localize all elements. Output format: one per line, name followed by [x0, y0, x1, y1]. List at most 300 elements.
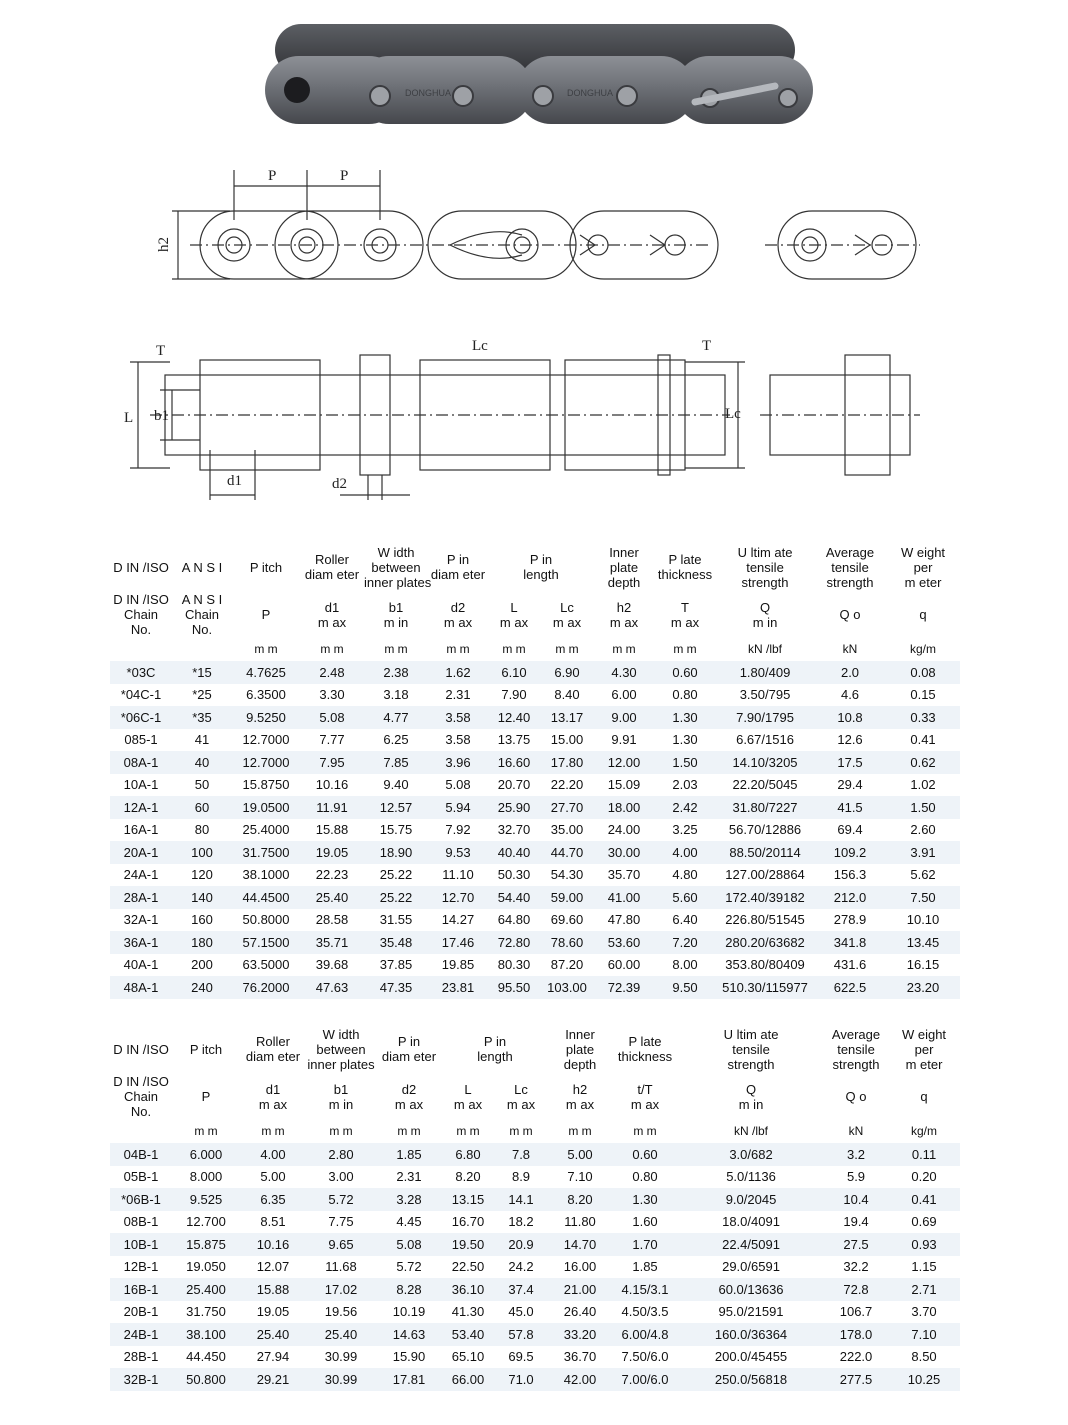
column-symbol — [442, 1074, 494, 1119]
table-cell: 14.70 — [548, 1233, 612, 1256]
table-cell: 2.80 — [306, 1143, 376, 1166]
table-cell: 23.20 — [886, 976, 960, 999]
table-cell: 20.9 — [494, 1233, 548, 1256]
table-cell: 1.80/409 — [716, 661, 814, 684]
table-cell: 12.7000 — [232, 751, 300, 774]
heading-line: strength — [727, 1056, 775, 1072]
table-cell: 5.08 — [428, 774, 488, 797]
table-cell: 17.81 — [376, 1368, 442, 1391]
column-heading — [654, 542, 716, 592]
symbol-line: q — [919, 607, 927, 622]
column-symbol — [886, 592, 960, 637]
table-cell: 10A-1 — [110, 774, 172, 797]
table-cell: 5.08 — [376, 1233, 442, 1256]
table-cell: 7.95 — [300, 751, 364, 774]
table-cell: 8.20 — [548, 1188, 612, 1211]
table-cell: 31.750 — [172, 1301, 240, 1324]
table-cell: 30.99 — [306, 1368, 376, 1391]
table-cell: 12B-1 — [110, 1256, 172, 1279]
table-cell: 3.30 — [300, 684, 364, 707]
table-cell: 15.00 — [540, 729, 594, 752]
table-row — [110, 751, 960, 774]
table-row — [110, 909, 960, 932]
column-unit: kN — [848, 1123, 864, 1138]
table-cell: 17.02 — [306, 1278, 376, 1301]
table-cell: 2.03 — [654, 774, 716, 797]
column-heading — [172, 1024, 240, 1074]
symbol-line: A N S I — [181, 592, 223, 607]
column-symbol — [172, 1074, 240, 1119]
table-cell: 0.41 — [888, 1188, 960, 1211]
column-heading — [678, 1024, 824, 1074]
heading-line: inner plates — [307, 1056, 375, 1072]
table-cell: 622.5 — [814, 976, 886, 999]
table-cell: 0.41 — [886, 729, 960, 752]
table-cell: 11.91 — [300, 796, 364, 819]
table-cell: 1.85 — [612, 1256, 678, 1279]
column-unit: m m — [612, 641, 636, 656]
table-cell: 30.99 — [306, 1346, 376, 1369]
column-symbol — [376, 1074, 442, 1119]
table-cell: 0.15 — [886, 684, 960, 707]
table-cell: 7.90 — [488, 684, 540, 707]
table-cell: 431.6 — [814, 954, 886, 977]
table-row — [110, 729, 960, 752]
column-unit — [172, 637, 232, 661]
table-cell: 4.00 — [654, 841, 716, 864]
heading-line: depth — [563, 1056, 597, 1072]
column-unit: m m — [456, 1123, 480, 1138]
heading-line: P itch — [189, 1041, 223, 1057]
table-cell: 5.08 — [300, 706, 364, 729]
table-cell: 69.5 — [494, 1346, 548, 1369]
table-cell: 17.80 — [540, 751, 594, 774]
column-symbol — [110, 1074, 172, 1119]
table-cell: 13.17 — [540, 706, 594, 729]
table-cell: 57.1500 — [232, 931, 300, 954]
table-cell: 35.00 — [540, 819, 594, 842]
column-unit: m m — [555, 641, 579, 656]
column-symbol — [594, 592, 654, 637]
heading-line: diam eter — [245, 1049, 301, 1064]
table-cell: 4.00 — [240, 1143, 306, 1166]
heading-line: Roller — [315, 552, 349, 567]
column-heading — [886, 542, 960, 592]
column-heading — [306, 1024, 376, 1074]
table-cell: 53.40 — [442, 1323, 494, 1346]
table-cell: *25 — [172, 684, 232, 707]
table-cell: 1.60 — [612, 1211, 678, 1234]
table-row — [110, 931, 960, 954]
table-cell: 50 — [172, 774, 232, 797]
column-unit: kN /lbf — [748, 641, 783, 656]
table-cell: 18.0/4091 — [678, 1211, 824, 1234]
roller-chain-photo — [255, 18, 815, 128]
table-cell: 19.0500 — [232, 796, 300, 819]
table-cell: 2.42 — [654, 796, 716, 819]
column-unit — [110, 637, 172, 661]
table-cell: 10.16 — [240, 1233, 306, 1256]
table-cell: 6.80 — [442, 1143, 494, 1166]
column-unit: m m — [397, 1123, 421, 1138]
table-cell: 0.33 — [886, 706, 960, 729]
table-cell: 23.81 — [428, 976, 488, 999]
table-cell: 41.00 — [594, 886, 654, 909]
table-cell: 25.40 — [240, 1323, 306, 1346]
table-cell: 8.28 — [376, 1278, 442, 1301]
table-cell: 37.85 — [364, 954, 428, 977]
column-symbol — [110, 592, 172, 637]
table-cell: 13.45 — [886, 931, 960, 954]
table-cell: 8.40 — [540, 684, 594, 707]
table-row — [110, 1301, 960, 1324]
table-row — [110, 1368, 960, 1391]
table-row — [110, 661, 960, 684]
table-cell: 4.77 — [364, 706, 428, 729]
table-cell: 1.50 — [654, 751, 716, 774]
table-cell: 15.75 — [364, 819, 428, 842]
symbol-line: t/T — [637, 1081, 653, 1097]
heading-line: W idth — [322, 1026, 360, 1042]
heading-line: Inner — [609, 544, 639, 560]
table-cell: 3.58 — [428, 706, 488, 729]
table-cell: 16B-1 — [110, 1278, 172, 1301]
column-heading — [110, 542, 172, 592]
table-cell: 8.50 — [888, 1346, 960, 1369]
table-cell: 280.20/63682 — [716, 931, 814, 954]
a-series-chain-table — [110, 542, 960, 999]
table-cell: 32.70 — [488, 819, 540, 842]
symbol-line: No. — [130, 622, 152, 637]
table-cell: 15.8750 — [232, 774, 300, 797]
table-cell: 60.0/13636 — [678, 1278, 824, 1301]
table-cell: 11.10 — [428, 864, 488, 887]
table-cell: 222.0 — [824, 1346, 888, 1369]
table-cell: 19.050 — [172, 1256, 240, 1279]
symbol-line: m ax — [670, 614, 700, 630]
table-cell: 9.00 — [594, 706, 654, 729]
table-cell: 19.50 — [442, 1233, 494, 1256]
table-cell: 200 — [172, 954, 232, 977]
table-cell: 20B-1 — [110, 1301, 172, 1324]
table-cell: 3.96 — [428, 751, 488, 774]
heading-line: between — [371, 559, 421, 575]
table-row — [110, 1233, 960, 1256]
table-cell: 40.40 — [488, 841, 540, 864]
table-cell: 57.8 — [494, 1323, 548, 1346]
symbol-line: m ax — [453, 1096, 483, 1112]
table-cell: 5.9 — [824, 1166, 888, 1189]
symbol-line: Q o — [839, 607, 861, 622]
table-cell: 08B-1 — [110, 1211, 172, 1234]
label-T-right: T — [702, 338, 712, 354]
table-cell: 226.80/51545 — [716, 909, 814, 932]
table-cell: *04C-1 — [110, 684, 172, 707]
table-cell: 353.80/80409 — [716, 954, 814, 977]
table-cell: 35.71 — [300, 931, 364, 954]
table-cell: 25.22 — [364, 864, 428, 887]
table-cell: 6.40 — [654, 909, 716, 932]
table-cell: 26.40 — [548, 1301, 612, 1324]
table-cell: 9.5250 — [232, 706, 300, 729]
table-cell: 6.00 — [594, 684, 654, 707]
table-cell: 8.9 — [494, 1166, 548, 1189]
table-cell: 69.60 — [540, 909, 594, 932]
table-cell: 35.48 — [364, 931, 428, 954]
table-cell: 100 — [172, 841, 232, 864]
table-row — [110, 1211, 960, 1234]
table-cell: 7.50 — [886, 886, 960, 909]
column-unit: m m — [261, 1123, 285, 1138]
table-cell: 69.4 — [814, 819, 886, 842]
heading-line: thickness — [617, 1049, 673, 1064]
table-cell: 3.91 — [886, 841, 960, 864]
table-cell: 085-1 — [110, 729, 172, 752]
table-cell: 15.875 — [172, 1233, 240, 1256]
photo-stamp-2: DONGHUA — [567, 88, 614, 98]
label-b1: b1 — [154, 408, 169, 424]
table-cell: 180 — [172, 931, 232, 954]
table-row — [110, 1188, 960, 1211]
column-heading — [824, 1024, 888, 1074]
table-cell: 50.30 — [488, 864, 540, 887]
heading-line: m eter — [905, 1056, 943, 1072]
table-cell: 3.2 — [824, 1143, 888, 1166]
column-heading — [376, 1024, 442, 1074]
b-series-chain-table — [110, 1024, 960, 1391]
table-cell: 38.1000 — [232, 864, 300, 887]
table-cell: 13.15 — [442, 1188, 494, 1211]
table-cell: 9.40 — [364, 774, 428, 797]
symbol-line: d2 — [401, 1081, 417, 1097]
table-cell: 80 — [172, 819, 232, 842]
symbol-line: Q o — [845, 1089, 867, 1104]
table-cell: 0.20 — [888, 1166, 960, 1189]
table-row — [110, 954, 960, 977]
table-row — [110, 976, 960, 999]
table-cell: 40 — [172, 751, 232, 774]
table-cell: 1.50 — [886, 796, 960, 819]
table-row — [110, 864, 960, 887]
symbol-line: T — [681, 599, 689, 615]
column-symbol — [888, 1074, 960, 1119]
column-symbol — [364, 592, 428, 637]
table-cell: 7.92 — [428, 819, 488, 842]
heading-line: diam eter — [381, 1049, 437, 1064]
table-cell: 21.00 — [548, 1278, 612, 1301]
table-cell: 29.0/6591 — [678, 1256, 824, 1279]
table-cell: 15.09 — [594, 774, 654, 797]
table-cell: 32.2 — [824, 1256, 888, 1279]
symbol-line: m in — [328, 1096, 354, 1112]
column-symbol — [678, 1074, 824, 1119]
table-cell: 10.19 — [376, 1301, 442, 1324]
table-cell: 24.00 — [594, 819, 654, 842]
table-row — [110, 706, 960, 729]
table-cell: 510.30/115977 — [716, 976, 814, 999]
table-cell: 178.0 — [824, 1323, 888, 1346]
table-cell: 5.72 — [306, 1188, 376, 1211]
table-cell: 95.50 — [488, 976, 540, 999]
symbol-line: q — [920, 1089, 928, 1104]
heading-line: between — [316, 1041, 366, 1057]
column-symbol — [612, 1074, 678, 1119]
table-cell: 12A-1 — [110, 796, 172, 819]
table-cell: 4.45 — [376, 1211, 442, 1234]
table-cell: 31.55 — [364, 909, 428, 932]
table-cell: 4.30 — [594, 661, 654, 684]
table-cell: 5.00 — [548, 1143, 612, 1166]
table-cell: 17.46 — [428, 931, 488, 954]
side-view — [156, 168, 920, 279]
table-cell: 19.4 — [824, 1211, 888, 1234]
table-cell: 6.3500 — [232, 684, 300, 707]
column-unit: m m — [194, 1123, 218, 1138]
table-cell: 5.60 — [654, 886, 716, 909]
table-cell: 22.4/5091 — [678, 1233, 824, 1256]
table-cell: 277.5 — [824, 1368, 888, 1391]
table-cell: 1.62 — [428, 661, 488, 684]
table-row — [110, 1323, 960, 1346]
table-cell: 47.63 — [300, 976, 364, 999]
column-symbol — [654, 592, 716, 637]
table-cell: 40A-1 — [110, 954, 172, 977]
table-row — [110, 774, 960, 797]
table-cell: 6.67/1516 — [716, 729, 814, 752]
table-cell: 60.00 — [594, 954, 654, 977]
column-symbol — [540, 592, 594, 637]
table-cell: 25.40 — [306, 1323, 376, 1346]
label-p1: P — [268, 168, 277, 184]
table-cell: 32B-1 — [110, 1368, 172, 1391]
table-cell: 5.94 — [428, 796, 488, 819]
table-cell: 103.00 — [540, 976, 594, 999]
table-cell: 5.62 — [886, 864, 960, 887]
heading-line: P in — [529, 552, 553, 567]
column-unit: kg/m — [911, 1123, 938, 1138]
chain-dimension-drawing — [110, 150, 940, 510]
table-cell: 3.18 — [364, 684, 428, 707]
table-cell: 05B-1 — [110, 1166, 172, 1189]
heading-line: Average — [825, 544, 875, 560]
table-cell: *35 — [172, 706, 232, 729]
column-heading — [814, 542, 886, 592]
table-cell: 35.70 — [594, 864, 654, 887]
table-cell: 3.00 — [306, 1166, 376, 1189]
table-cell: 36A-1 — [110, 931, 172, 954]
symbol-line: No. — [191, 622, 213, 637]
table-cell: 9.525 — [172, 1188, 240, 1211]
table-cell: 9.50 — [654, 976, 716, 999]
column-unit: m m — [502, 641, 526, 656]
table-cell: 18.2 — [494, 1211, 548, 1234]
symbol-line: Lc — [514, 1081, 528, 1097]
table-cell: 72.39 — [594, 976, 654, 999]
symbol-line: m ax — [565, 1096, 595, 1112]
symbol-line: h2 — [616, 599, 632, 615]
table-cell: 9.91 — [594, 729, 654, 752]
label-d2: d2 — [332, 476, 347, 492]
table-cell: 11.80 — [548, 1211, 612, 1234]
table-cell: 12.700 — [172, 1211, 240, 1234]
symbol-line: P — [261, 607, 271, 622]
table-cell: 0.80 — [612, 1166, 678, 1189]
table-cell: 20A-1 — [110, 841, 172, 864]
symbol-line: Chain — [124, 607, 158, 622]
table-cell: 2.0 — [814, 661, 886, 684]
table-cell: 6.25 — [364, 729, 428, 752]
symbol-line: No. — [130, 1104, 152, 1119]
column-unit: m m — [254, 641, 278, 656]
table-cell: 41.5 — [814, 796, 886, 819]
table-cell: 2.60 — [886, 819, 960, 842]
table-cell: 24B-1 — [110, 1323, 172, 1346]
table-cell: 25.22 — [364, 886, 428, 909]
table-cell: 4.6 — [814, 684, 886, 707]
table-cell: 278.9 — [814, 909, 886, 932]
symbol-line: L — [464, 1081, 472, 1097]
symbol-line: m ax — [552, 614, 582, 630]
symbol-line: m in — [752, 614, 778, 630]
table-cell: 1.30 — [654, 706, 716, 729]
heading-line: plate — [565, 1041, 595, 1057]
table-cell: 36.70 — [548, 1346, 612, 1369]
symbol-line: d2 — [450, 599, 466, 615]
table-cell: 38.100 — [172, 1323, 240, 1346]
table-cell: 22.23 — [300, 864, 364, 887]
column-heading — [548, 1024, 612, 1074]
column-heading — [888, 1024, 960, 1074]
table-cell: 1.70 — [612, 1233, 678, 1256]
table-cell: 2.31 — [428, 684, 488, 707]
table-cell: 9.65 — [306, 1233, 376, 1256]
table-cell: 4.15/3.1 — [612, 1278, 678, 1301]
column-symbol — [488, 592, 540, 637]
column-unit: kN — [842, 641, 858, 656]
symbol-line: Q — [745, 1081, 757, 1097]
table-cell: *06B-1 — [110, 1188, 172, 1211]
table-cell: 25.400 — [172, 1278, 240, 1301]
table-cell: 6.10 — [488, 661, 540, 684]
table-cell: 29.21 — [240, 1368, 306, 1391]
table-cell: *03C — [110, 661, 172, 684]
table-cell: 12.40 — [488, 706, 540, 729]
heading-line: diam eter — [304, 567, 360, 582]
table-cell: 120 — [172, 864, 232, 887]
table-cell: 24A-1 — [110, 864, 172, 887]
table-cell: 14.10/3205 — [716, 751, 814, 774]
table-cell: 19.05 — [300, 841, 364, 864]
heading-line: m eter — [904, 574, 942, 590]
table-cell: 66.00 — [442, 1368, 494, 1391]
table-cell: 88.50/20114 — [716, 841, 814, 864]
table-cell: 54.40 — [488, 886, 540, 909]
symbol-line: m in — [738, 1096, 764, 1112]
table-cell: 22.50 — [442, 1256, 494, 1279]
heading-line: Roller — [256, 1034, 290, 1049]
table-cell: 0.80 — [654, 684, 716, 707]
table-cell: 106.7 — [824, 1301, 888, 1324]
column-symbol — [494, 1074, 548, 1119]
table-cell: 18.00 — [594, 796, 654, 819]
symbol-line: Q — [759, 599, 771, 615]
table-cell: 3.70 — [888, 1301, 960, 1324]
table-cell: 3.58 — [428, 729, 488, 752]
column-heading — [428, 542, 488, 592]
table-cell: 6.35 — [240, 1188, 306, 1211]
table-cell: 27.94 — [240, 1346, 306, 1369]
symbol-line: b1 — [333, 1081, 349, 1097]
